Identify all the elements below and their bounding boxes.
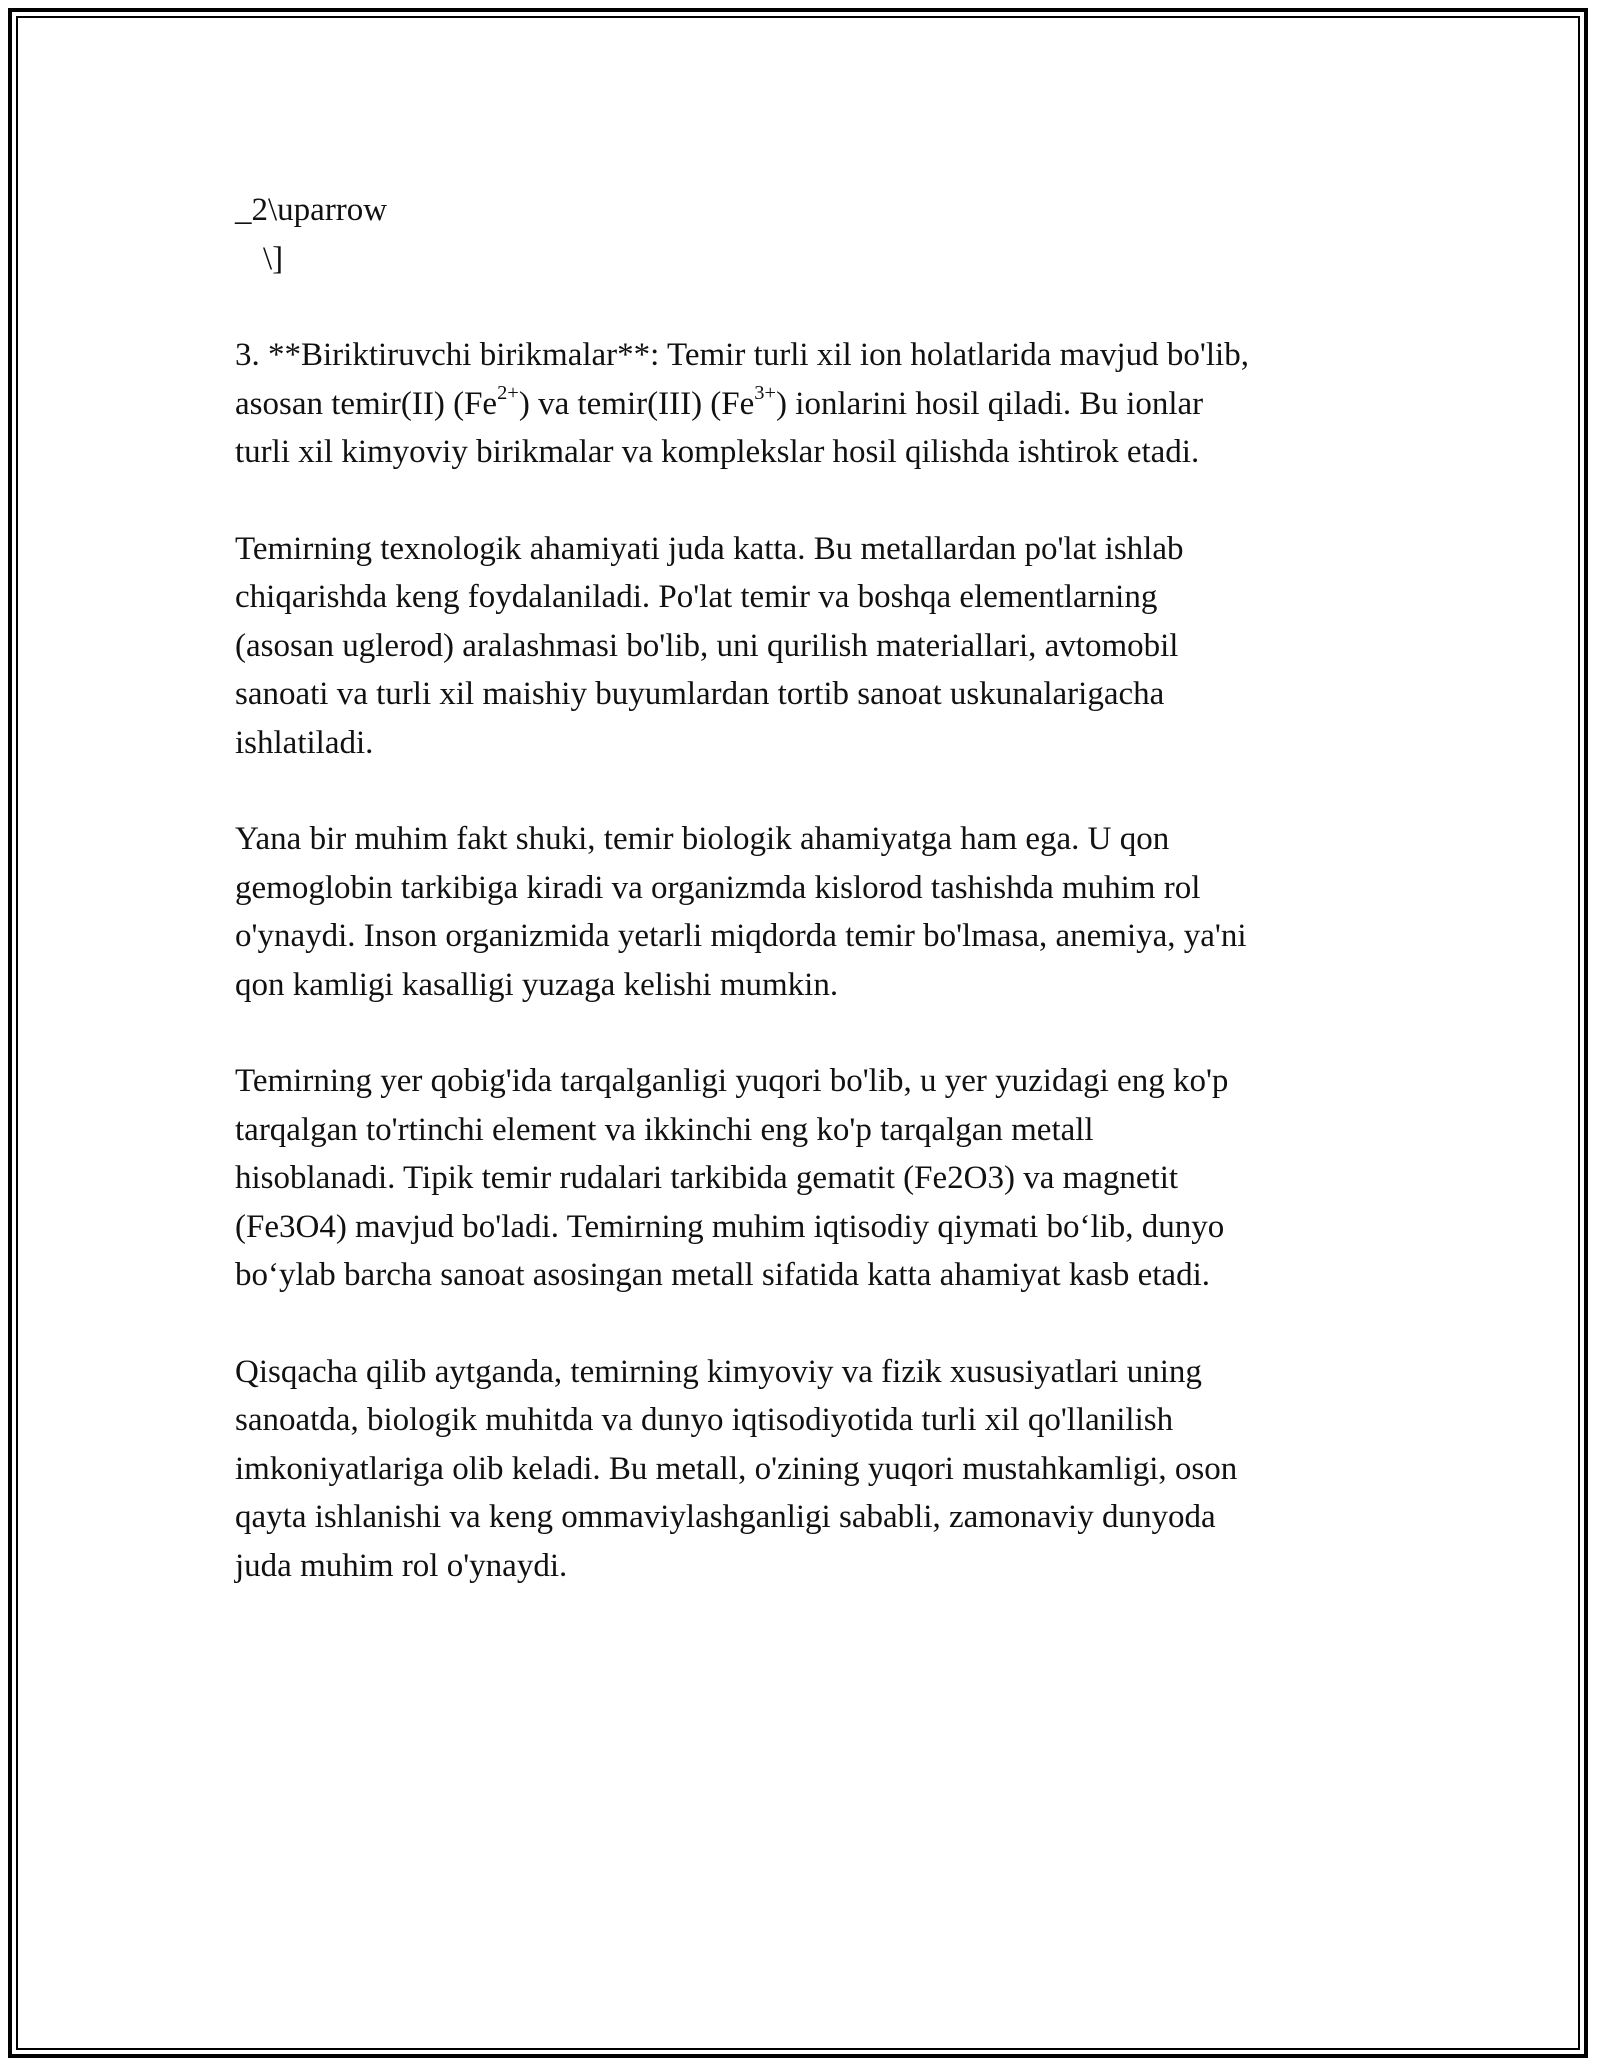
paragraph-line: tarqalgan to'rtinchi element va ikkinchi eng ko'p tarqalgan metall xyxy=(235,1111,1094,1148)
paragraph-line: Yana bir muhim fakt shuki, temir biologik ahamiyatga ham ega. U qon xyxy=(235,821,1170,857)
fe3-charge: 3+ xyxy=(754,382,777,405)
paragraph-line: chiqarishda keng foydalaniladi. Po'lat temir va boshqa elementlarning xyxy=(235,579,1158,615)
fragment-line-1: _2\uparrow xyxy=(235,192,388,228)
paragraph-line: imkoniyatlariga olib keladi. Bu metall, o'zining yuqori mustahkamligi, oson xyxy=(235,1450,1238,1487)
paragraph-line: juda muhim rol o'ynaydi. xyxy=(235,1547,568,1584)
paragraph-line: gemoglobin tarkibiga kiradi va organizmda kislorod tashishda muhim rol xyxy=(235,869,1201,906)
paragraph-biology xyxy=(235,815,1375,1009)
item3-line-2 xyxy=(235,380,1375,429)
paragraph-line: Temirning yer qobig'ida tarqalganligi yuqori bo'lib, u yer yuzidagi eng ko'p xyxy=(235,1063,1229,1099)
list-item-3 xyxy=(235,331,1375,477)
paragraph-abundance xyxy=(235,1057,1375,1300)
item3-line-2-part-c: ) ionlarini hosil qiladi. Bu ionlar xyxy=(776,385,1204,422)
document-body xyxy=(235,186,1375,1638)
paragraph-line: ishlatiladi. xyxy=(235,724,374,761)
paragraph-line: (Fe3O4) mavjud bo'ladi. Temirning muhim iqtisodiy qiymati bo‘lib, dunyo xyxy=(235,1208,1225,1245)
paragraph-line: (asosan uglerod) aralashmasi bo'lib, uni qurilish materiallari, avtomobil xyxy=(235,627,1179,664)
paragraph-line: Temirning texnologik ahamiyati juda katta. Bu metallardan po'lat ishlab xyxy=(235,530,1184,567)
paragraph-line: sanoati va turli xil maishiy buyumlardan tortib sanoat uskunalarigacha xyxy=(235,676,1165,712)
paragraph-line: bo‘ylab barcha sanoat asosingan metall sifatida katta ahamiyat kasb etadi. xyxy=(235,1257,1210,1293)
fragment-line-2: \] xyxy=(263,240,284,277)
paragraph-line: qayta ishlanishi va keng ommaviylashganligi sababli, zamonaviy dunyoda xyxy=(235,1499,1216,1535)
latex-fragment xyxy=(235,186,1375,283)
paragraph-technology xyxy=(235,525,1375,768)
paragraph-line: Qisqacha qilib aytganda, temirning kimyoviy va fizik xususiyatlari uning xyxy=(235,1353,1202,1390)
fe2-charge: 2+ xyxy=(497,382,519,405)
item3-line-2-part-a: asosan temir(II) (Fe xyxy=(235,385,498,422)
paragraph-line: qon kamligi kasalligi yuzaga kelishi mumkin. xyxy=(235,966,839,1003)
item3-line-3: turli xil kimyoviy birikmalar va komplekslar hosil qilishda ishtirok etadi. xyxy=(235,434,1200,470)
paragraph-summary xyxy=(235,1348,1375,1591)
item3-line-1: 3. **Biriktiruvchi birikmalar**: Temir turli xil ion holatlarida mavjud bo'lib, xyxy=(235,337,1249,373)
item3-line-2-part-b: ) va temir(III) (Fe xyxy=(518,385,755,422)
paragraph-line: sanoatda, biologik muhitda va dunyo iqtisodiyotida turli xil qo'llanilish xyxy=(235,1402,1174,1438)
paragraph-line: o'ynaydi. Inson organizmida yetarli miqdorda temir bo'lmasa, anemiya, ya'ni xyxy=(235,918,1247,954)
paragraph-line: hisoblanadi. Tipik temir rudalari tarkibida gematit (Fe2O3) va magnetit xyxy=(235,1160,1179,1196)
